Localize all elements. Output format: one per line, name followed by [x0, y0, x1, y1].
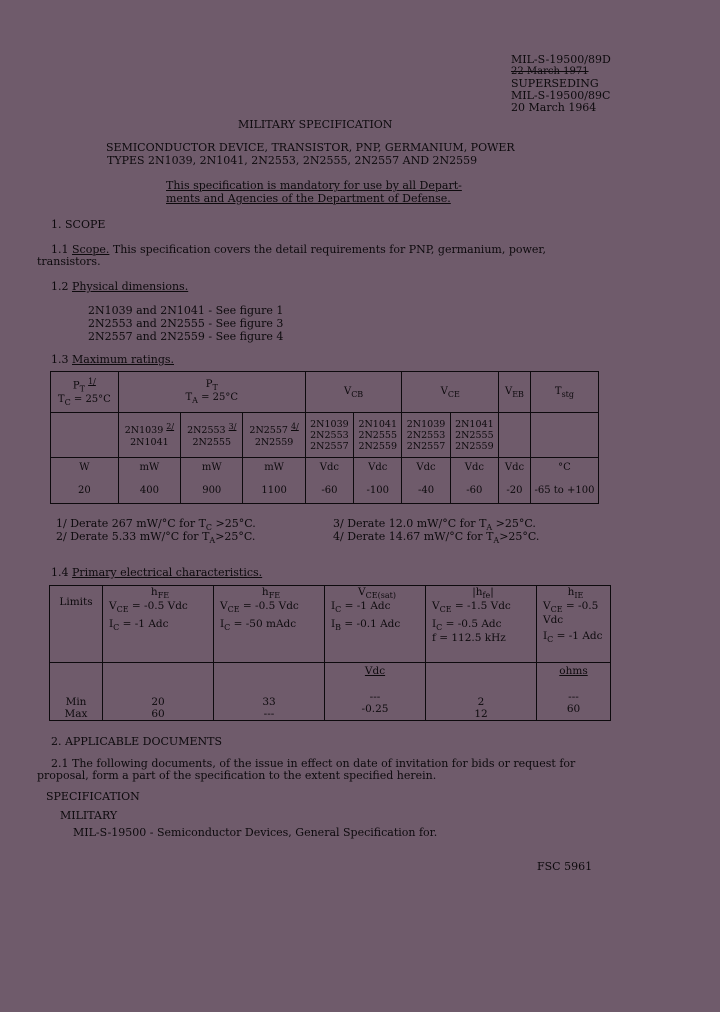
- unit-cell: Vdc: [354, 458, 402, 478]
- dimension-item: 2N2553 and 2N2555 - See figure 3: [88, 317, 284, 330]
- value-cell: -40: [402, 478, 450, 504]
- paragraph-1-1: 1.1 Scope. This specification covers the detail requirements for PNP, germanium, power,: [51, 243, 546, 256]
- dimension-item: 2N1039 and 2N1041 - See figure 1: [88, 304, 284, 317]
- limits-values: ohms --- 60: [537, 663, 611, 721]
- unit-cell: Vdc: [450, 458, 498, 478]
- page-title: MILITARY SPECIFICATION: [238, 118, 393, 131]
- specification-label: SPECIFICATION: [46, 790, 140, 803]
- empty-cell: [499, 413, 531, 458]
- paragraph-1-1-cont: transistors.: [37, 255, 101, 268]
- value-cell: -65 to +100: [530, 478, 598, 504]
- limits-values: 2 12: [426, 663, 537, 721]
- paragraph-1-2: 1.2 Physical dimensions.: [51, 280, 189, 293]
- unit-cell: Vdc: [499, 458, 531, 478]
- limits-header: Limits: [50, 586, 103, 663]
- value-cell: 900: [181, 478, 243, 504]
- maximum-ratings-table: [50, 371, 599, 504]
- section-2-heading: 2. APPLICABLE DOCUMENTS: [51, 735, 222, 748]
- unit-cell: W: [51, 458, 119, 478]
- limits-values: 20 60: [103, 663, 214, 721]
- types-c-cell: 2N2557 $^{4/}$ 2N2559: [243, 413, 305, 458]
- paragraph-1-4: 1.4 Primary electrical characteristics.: [51, 566, 263, 579]
- footnote-2: 2/ Derate 5.33 mW/°C for $T_A>25^\circ C$.: [56, 530, 256, 546]
- footnote-1: 1/ Derate 267 mW/°C for $T_C >25^\circ C$.: [56, 517, 256, 533]
- value-cell: -100: [354, 478, 402, 504]
- military-label: MILITARY: [60, 809, 118, 822]
- vcesat-col: $V_{CE(sat)}$ $I_C = -1$ Adc $I_B = -0.1$ Adc: [325, 586, 426, 663]
- vcb-header: $V_{CB}$: [305, 372, 402, 413]
- empty-cell: [51, 413, 119, 458]
- pt-header: $P_T$ $T_A = 25^\circ C$: [118, 372, 305, 413]
- unit-cell: mW: [243, 458, 305, 478]
- limits-labels: Min Max: [50, 663, 103, 721]
- footnote-3: 3/ Derate 12.0 mW/°C for $T_A >25^\circ C$.: [333, 517, 536, 533]
- unit-cell: Vdc: [402, 458, 450, 478]
- unit-cell: mW: [181, 458, 243, 478]
- value-cell: -60: [305, 478, 353, 504]
- electrical-characteristics-table: [49, 585, 611, 721]
- tstg-header: $T_{stg}$: [530, 372, 598, 413]
- title-line-1: SEMICONDUCTOR DEVICE, TRANSISTOR, PNP, GERMANIUM, POWER: [106, 141, 515, 154]
- value-cell: 1100: [243, 478, 305, 504]
- document-id: MIL-S-19500/89D: [511, 53, 611, 66]
- vcb-types-1: 2N1039 2N2553 2N2557: [305, 413, 353, 458]
- hfe-col-2: $h_{FE}$ $V_{CE} = -0.5$ Vdc $I_C = -50$ mAdc: [214, 586, 325, 663]
- footnote-4: 4/ Derate 14.67 mW/°C for $T_A>25^\circ C$.: [333, 530, 540, 546]
- value-cell: -60: [450, 478, 498, 504]
- superseding-label: SUPERSEDING: [511, 77, 599, 90]
- fsc-code: FSC 5961: [537, 860, 593, 873]
- value-cell: -20: [499, 478, 531, 504]
- paragraph-2-1: 2.1 The following documents, of the issue in effect on date of invitation for bids or request for: [51, 757, 576, 770]
- vcb-types-2: 2N1041 2N2555 2N2559: [354, 413, 402, 458]
- veb-header: $V_{EB}$: [499, 372, 531, 413]
- hfe-col-1: $h_{FE}$ $V_{CE} = -0.5$ Vdc $I_C = -1$ Adc: [103, 586, 214, 663]
- value-cell: 20: [51, 478, 119, 504]
- title-line-2: TYPES 2N1039, 2N1041, 2N2553, 2N2555, 2N2557 AND 2N2559: [107, 154, 478, 167]
- unit-cell: Vdc: [305, 458, 353, 478]
- superseded-document-id: MIL-S-19500/89C: [511, 89, 611, 102]
- section-1-heading: 1. SCOPE: [51, 218, 106, 231]
- limits-values: 33 ---: [214, 663, 325, 721]
- reference-document: MIL-S-19500 - Semiconductor Devices, General Specification for.: [73, 826, 438, 839]
- vce-types-1: 2N1039 2N2553 2N2557: [402, 413, 450, 458]
- limits-values: Vdc --- -0.25: [325, 663, 426, 721]
- unit-cell: mW: [118, 458, 180, 478]
- empty-cell: [530, 413, 598, 458]
- paragraph-1-3: 1.3 Maximum ratings.: [51, 353, 175, 366]
- paragraph-2-1-cont: proposal, form a part of the specification to the extent specified herein.: [37, 769, 437, 782]
- hie-col: $h_{IE}$ $V_{CE} = -0.5$ Vdc $I_C = -1$ Adc: [537, 586, 611, 663]
- document-date: 22 March 1971: [511, 66, 589, 77]
- types-b-cell: 2N2553 $^{3/}$ 2N2555: [181, 413, 243, 458]
- pt1-header: $P_T$ $^{1/}$ $T_C = 25^\circ C$: [51, 372, 119, 413]
- mandatory-notice-line-1: This specification is mandatory for use by all Depart-: [166, 179, 462, 192]
- types-a-cell: 2N1039 $^{2/}$ 2N1041: [118, 413, 180, 458]
- unit-cell: °C: [530, 458, 598, 478]
- mandatory-notice-line-2: ments and Agencies of the Department of Defense.: [166, 192, 451, 205]
- vce-header: $V_{CE}$: [402, 372, 499, 413]
- hfe-magnitude-col: $|h_{fe}|$ $V_{CE} = -1.5$ Vdc $I_C = -0.5$ Adc f = 112.5 kHz: [426, 586, 537, 663]
- value-cell: 400: [118, 478, 180, 504]
- dimension-item: 2N2557 and 2N2559 - See figure 4: [88, 330, 284, 343]
- vce-types-2: 2N1041 2N2555 2N2559: [450, 413, 498, 458]
- superseded-document-date: 20 March 1964: [511, 101, 597, 114]
